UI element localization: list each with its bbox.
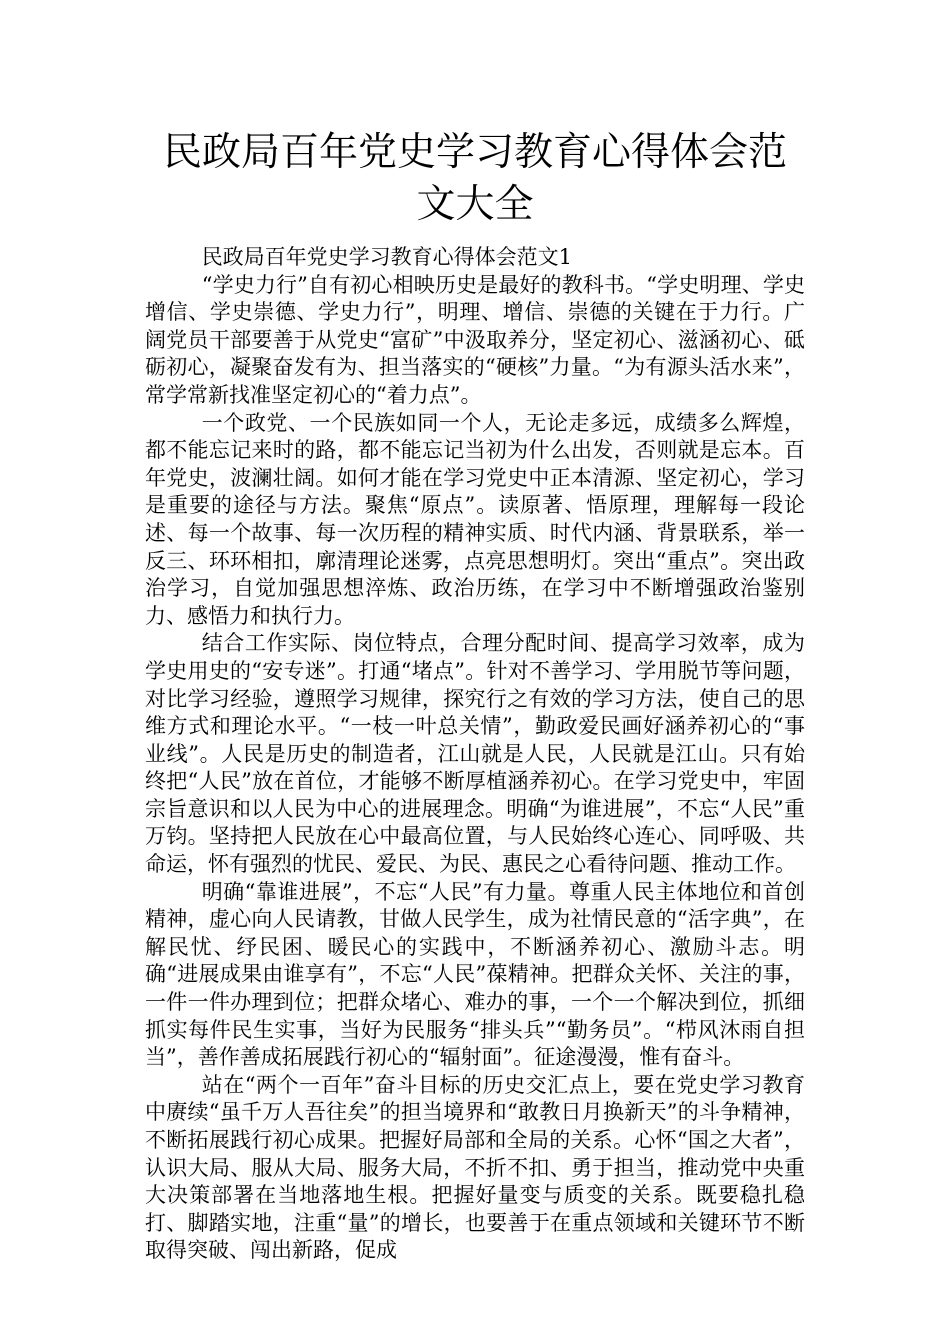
paragraph: 明确“靠谁进展”，不忘“人民”有力量。尊重人民主体地位和首创精神，虚心向人民请教，甘做人民学生，成为社情民意的“活字典”，在解民忧、纾民困、暖民心的实践中，不断涵养初心、激励斗志。明确“进展成果由谁享有”，不忘“人民”葆精神。把群众关怀、关注的事，一件一件办理到位；把群众堵心、难办的事，一个一个解决到位，抓细抓实每件民生实事，当好为民服务“排头兵”“勤务员”。“栉风沐雨自担当”，善作善成拓展践行初心的“辐射面”。征途漫漫，惟有奋斗。 xyxy=(145,879,805,1070)
paragraph: “学史力行”自有初心相映历史是最好的教科书。“学史明理、学史增信、学史崇德、学史力行”，明理、增信、崇德的关键在于力行。广阔党员干部要善于从党史“富矿”中汲取养分，坚定初心、滋涵初心、砥砺初心，凝聚奋发有为、担当落实的“硬核”力量。“为有源头活水来”，常学常新找准坚定初心的“着力点”。 xyxy=(145,272,805,407)
paragraph: 结合工作实际、岗位特点，合理分配时间、提高学习效率，成为学史用史的“安专迷”。打通“堵点”。针对不善学习、学用脱节等问题，对比学习经验，遵照学习规律，探究行之有效的学习方法，使自己的思维方式和理论水平。“一枝一叶总关情”，勤政爱民画好涵养初心的“事业线”。人民是历史的制造者，江山就是人民，人民就是江山。只有始终把“人民”放在首位，才能够不断厚植涵养初心。在学习党史中，牢固宗旨意识和以人民为中心的进展理念。明确“为谁进展”，不忘“人民”重万钧。坚持把人民放在心中最高位置，与人民始终心连心、同呼吸、共命运，怀有强烈的忧民、爱民、为民、惠民之心看待问题、推动工作。 xyxy=(145,631,805,877)
document-body xyxy=(145,244,805,1265)
section-heading: 民政局百年党史学习教育心得体会范文1 xyxy=(201,245,573,269)
document-title: 民政局百年党史学习教育心得体会范文大全 xyxy=(162,130,787,227)
paragraph: 站在“两个一百年”奋斗目标的历史交汇点上，要在党史学习教育中赓续“虽千万人吾往矣”的担当境界和“敢教日月换新天”的斗争精神，不断拓展践行初心成果。把握好局部和全局的关系。心怀“国之大者”，认识大局、服从大局、服务大局，不折不扣、勇于担当，推动党中央重大决策部署在当地落地生根。把握好量变与质变的关系。既要稳扎稳打、脚踏实地，注重“量”的增长，也要善于在重点领域和关键环节不断取得突破、闯出新路，促成 xyxy=(145,1072,805,1263)
paragraph: 一个政党、一个民族如同一个人，无论走多远，成绩多么辉煌，都不能忘记来时的路，都不能忘记当初为什么出发，否则就是忘本。百年党史，波澜壮阔。如何才能在学习党史中正本清源、坚定初心，学习是重要的途径与方法。聚焦“原点”。读原著、悟原理，理解每一段论述、每一个故事、每一次历程的精神实质、时代内涵、背景联系，举一反三、环环相扣，廓清理论迷雾，点亮思想明灯。突出“重点”。突出政治学习，自觉加强思想淬炼、政治历练，在学习中不断增强政治鉴别力、感悟力和执行力。 xyxy=(145,410,805,628)
